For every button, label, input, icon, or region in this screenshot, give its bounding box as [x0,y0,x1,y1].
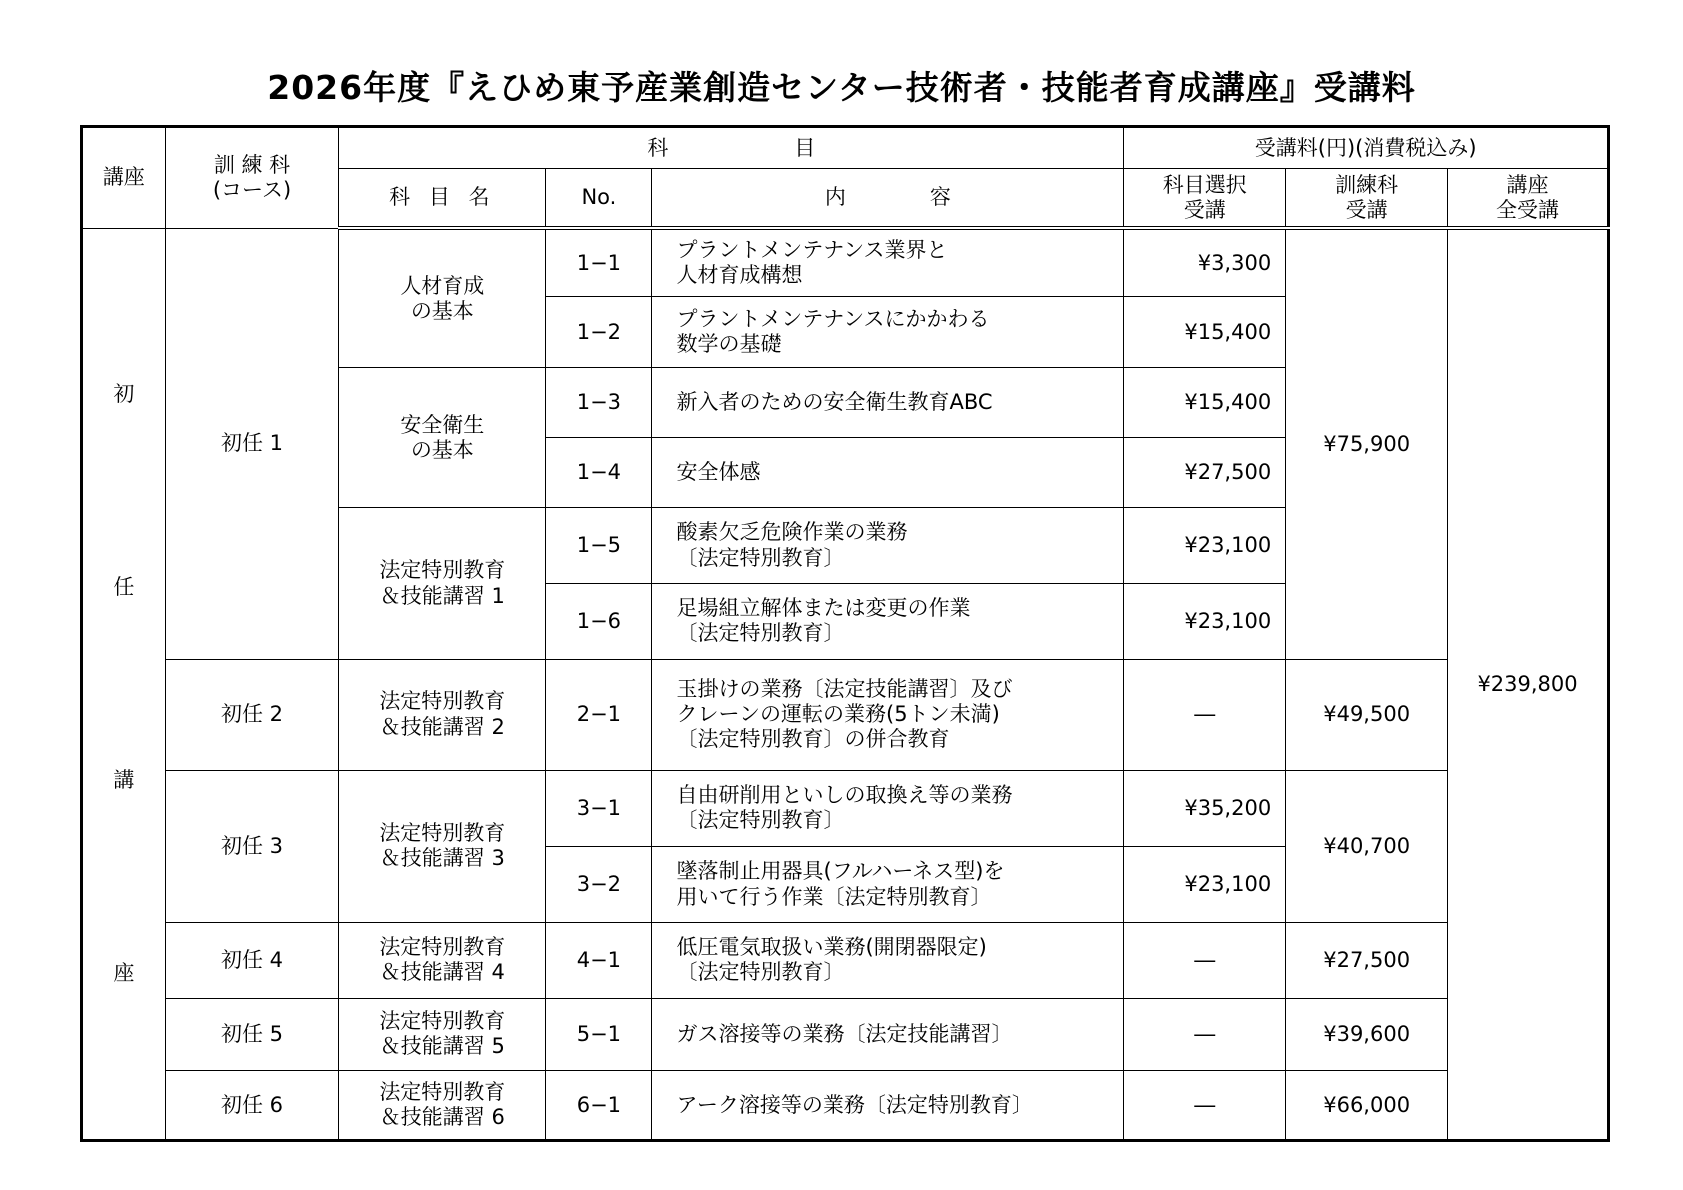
group-fee: ¥49,500 [1286,659,1448,770]
table-row [82,922,1609,998]
row-no: 2−1 [546,659,652,770]
content-line: 足場組立解体または変更の作業 [676,596,971,621]
header-zen [1448,169,1609,229]
row-content [652,228,1124,297]
row-content [652,368,1124,438]
row-content [652,770,1124,847]
row-no: 4−1 [546,922,652,998]
row-fee: ¥23,100 [1124,847,1286,923]
subject-line: 安全衛生 [400,412,485,437]
content-line: 自由研削用といしの取換え等の業務 [676,783,1013,808]
row-content [652,297,1124,368]
group-name: 初任 1 [165,228,339,659]
row-fee: ― [1124,659,1286,770]
group-fee: ¥39,600 [1286,998,1448,1071]
subject-line: 法定特別教育 [379,935,506,960]
subject-line: ＆技能講習 4 [379,960,505,985]
course-char: 任 [113,574,135,599]
group-name: 初任 2 [165,659,339,770]
page-title: 2026年度『えひめ東予産業創造センター技術者・技能者育成講座』受講料 [267,68,1416,107]
subject-line: 法定特別教育 [379,821,506,846]
header-row-1 [82,127,1609,169]
subject-line: 法定特別教育 [379,1079,506,1104]
row-fee: ¥27,500 [1124,437,1286,508]
subject-name [339,922,546,998]
row-no: 1−5 [546,508,652,584]
subject-line: ＆技能講習 1 [379,583,505,608]
row-no: 3−2 [546,847,652,923]
content-line: 墜落制止用器具(フルハーネス型)を [676,859,1005,884]
content-line: 〔法定特別教育〕 [676,545,845,570]
table-row [82,228,1609,297]
content-line: プラントメンテナンスにかかわる [676,307,990,332]
subject-name [339,508,546,659]
subject-line: 法定特別教育 [379,1009,506,1034]
content-line: 人材育成構想 [676,263,803,288]
header-sentaku-line2: 受講 [1183,197,1226,222]
group-fee: ¥75,900 [1286,228,1448,659]
header-naiyou: 内 容 [652,169,1124,229]
row-content [652,437,1124,508]
subject-line: 法定特別教育 [379,689,506,714]
row-fee: ― [1124,998,1286,1071]
header-kunren-line1: 訓練科 [1335,172,1399,197]
group-name: 初任 6 [165,1071,339,1141]
header-kunrenka-line1: 訓 練 科 [213,152,291,177]
content-line: 低圧電気取扱い業務(開閉器限定) [676,935,987,960]
row-fee: ― [1124,1071,1286,1141]
content-line: 〔法定特別教育〕 [676,808,845,833]
row-content [652,998,1124,1071]
header-kouza: 講座 [82,127,166,229]
header-no: No. [546,169,652,229]
content-line: 〔法定特別教育〕 [676,960,845,985]
row-content [652,1071,1124,1141]
group-fee: ¥27,500 [1286,922,1448,998]
course-char: 講 [113,767,135,792]
row-fee: ― [1124,922,1286,998]
subject-line: 人材育成 [400,273,485,298]
content-line: クレーンの運転の業務(5トン未満) [676,702,1000,727]
group-name: 初任 4 [165,922,339,998]
subject-name [339,659,546,770]
content-line: 〔法定特別教育〕 [676,621,845,646]
subject-name [339,228,546,367]
row-fee: ¥3,300 [1124,228,1286,297]
table-row [82,770,1609,847]
subject-name [339,1071,546,1141]
content-line: 玉掛けの業務〔法定技能講習〕及び [676,676,1013,701]
row-no: 1−4 [546,437,652,508]
total-fee: ¥239,800 [1448,228,1609,1140]
subject-line: ＆技能講習 5 [379,1034,505,1059]
row-no: 3−1 [546,770,652,847]
content-line: 〔法定特別教育〕の併合教育 [676,727,950,752]
subject-name [339,368,546,508]
row-fee: ¥15,400 [1124,297,1286,368]
row-content [652,508,1124,584]
subject-line: ＆技能講習 3 [379,846,505,871]
row-content [652,922,1124,998]
content-line: 数学の基礎 [676,332,782,357]
content-line: プラントメンテナンス業界と [676,238,948,263]
content-line: ガス溶接等の業務〔法定技能講習〕 [676,1021,1013,1046]
row-no: 1−2 [546,297,652,368]
group-name: 初任 5 [165,998,339,1071]
course-char: 座 [113,960,135,985]
group-fee: ¥40,700 [1286,770,1448,922]
row-no: 1−6 [546,584,652,660]
header-kunren-line2: 受講 [1345,197,1388,222]
table-row [82,1071,1609,1141]
group-fee: ¥66,000 [1286,1071,1448,1141]
row-fee: ¥23,100 [1124,508,1286,584]
header-zen-line1: 講座 [1506,172,1549,197]
content-line: 新入者のための安全衛生教育ABC [676,389,993,414]
group-name: 初任 3 [165,770,339,922]
content-line: 用いて行う作業〔法定特別教育〕 [676,884,992,909]
row-fee: ¥35,200 [1124,770,1286,847]
course-name [82,228,166,1140]
header-zen-line2: 全受講 [1496,197,1560,222]
subject-name [339,998,546,1071]
row-fee: ¥15,400 [1124,368,1286,438]
row-content [652,584,1124,660]
table-row [82,998,1609,1071]
header-kamoku: 科 目 [339,127,1124,169]
row-no: 6−1 [546,1071,652,1141]
header-sentaku-line1: 科目選択 [1162,172,1247,197]
subject-line: ＆技能講習 6 [379,1105,505,1130]
subject-line: 法定特別教育 [379,558,506,583]
header-kamokumei: 科 目 名 [339,169,546,229]
course-char: 初 [113,381,135,406]
header-kunren [1286,169,1448,229]
header-sentaku [1124,169,1286,229]
table-row [82,659,1609,770]
header-kunrenka-line2: (コース) [212,177,292,202]
row-content [652,847,1124,923]
row-no: 1−3 [546,368,652,438]
header-kunrenka [165,127,339,229]
row-no: 5−1 [546,998,652,1071]
subject-line: の基本 [410,437,474,462]
content-line: 酸素欠乏危険作業の業務 [676,520,908,545]
subject-line: ＆技能講習 2 [379,714,505,739]
subject-line: の基本 [410,298,474,323]
row-fee: ¥23,100 [1124,584,1286,660]
row-content [652,659,1124,770]
row-no: 1−1 [546,228,652,297]
content-line: 安全体感 [676,459,761,484]
fee-table [80,125,1610,1142]
header-jukouryo: 受講料(円)(消費税込み) [1124,127,1609,169]
content-line: アーク溶接等の業務〔法定特別教育〕 [676,1092,1033,1117]
subject-name [339,770,546,922]
